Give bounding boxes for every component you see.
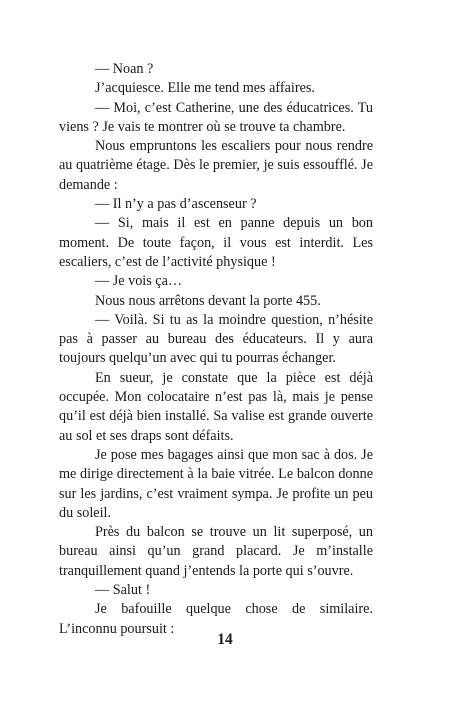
paragraph: Près du balcon se trouve un lit superposé, un bureau ainsi qu’un grand placard. Je m’installe tranquillement quand j’entends la porte qui s’ouvre. <box>59 524 373 579</box>
paragraph: — Si, mais il est en panne depuis un bon moment. De toute façon, il vous est interdit. Les escaliers, c’est de l’activité physique ! <box>59 215 373 270</box>
paragraph: — Salut ! <box>95 582 151 599</box>
paragraph: — Moi, c’est Catherine, une des éducatrices. Tu viens ? Je vais te montrer où se trouve ta chambre. <box>59 99 373 135</box>
paragraph: — Il n’y a pas d’ascenseur ? <box>95 196 257 213</box>
paragraph: Je bafouille quelque chose de similaire. L’inconnu poursuit : <box>59 601 373 637</box>
page-number: 14 <box>217 631 233 648</box>
paragraph: Je pose mes bagages ainsi que mon sac à dos. Je me dirige directement à la baie vitrée. Le balcon donne sur les jardins, c’est vraiment sympa. Je profite un peu du soleil. <box>59 446 373 521</box>
paragraph: — Je vois ça… <box>95 273 183 290</box>
paragraph: — Voilà. Si tu as la moindre question, n’hésite pas à passer au bureau des éducateurs. Il y aura toujours quelqu’un avec qui tu pourras échanger. <box>59 311 373 367</box>
body-text <box>59 60 373 639</box>
paragraph: En sueur, je constate que la pièce est déjà occupée. Mon colocataire n’est pas là, mais je pense qu’il est déjà bien installé. Sa valise est grande ouverte au sol et ses draps sont défaits. <box>59 369 373 444</box>
paragraph: Nous empruntons les escaliers pour nous rendre au quatrième étage. Dès le premier, je suis essoufflé. Je demande : <box>59 138 373 193</box>
paragraph: — Noan ? <box>95 61 154 77</box>
paragraph: J’acquiesce. Elle me tend mes affaires. <box>95 80 315 97</box>
paragraph: Nous nous arrêtons devant la porte 455. <box>95 292 321 309</box>
